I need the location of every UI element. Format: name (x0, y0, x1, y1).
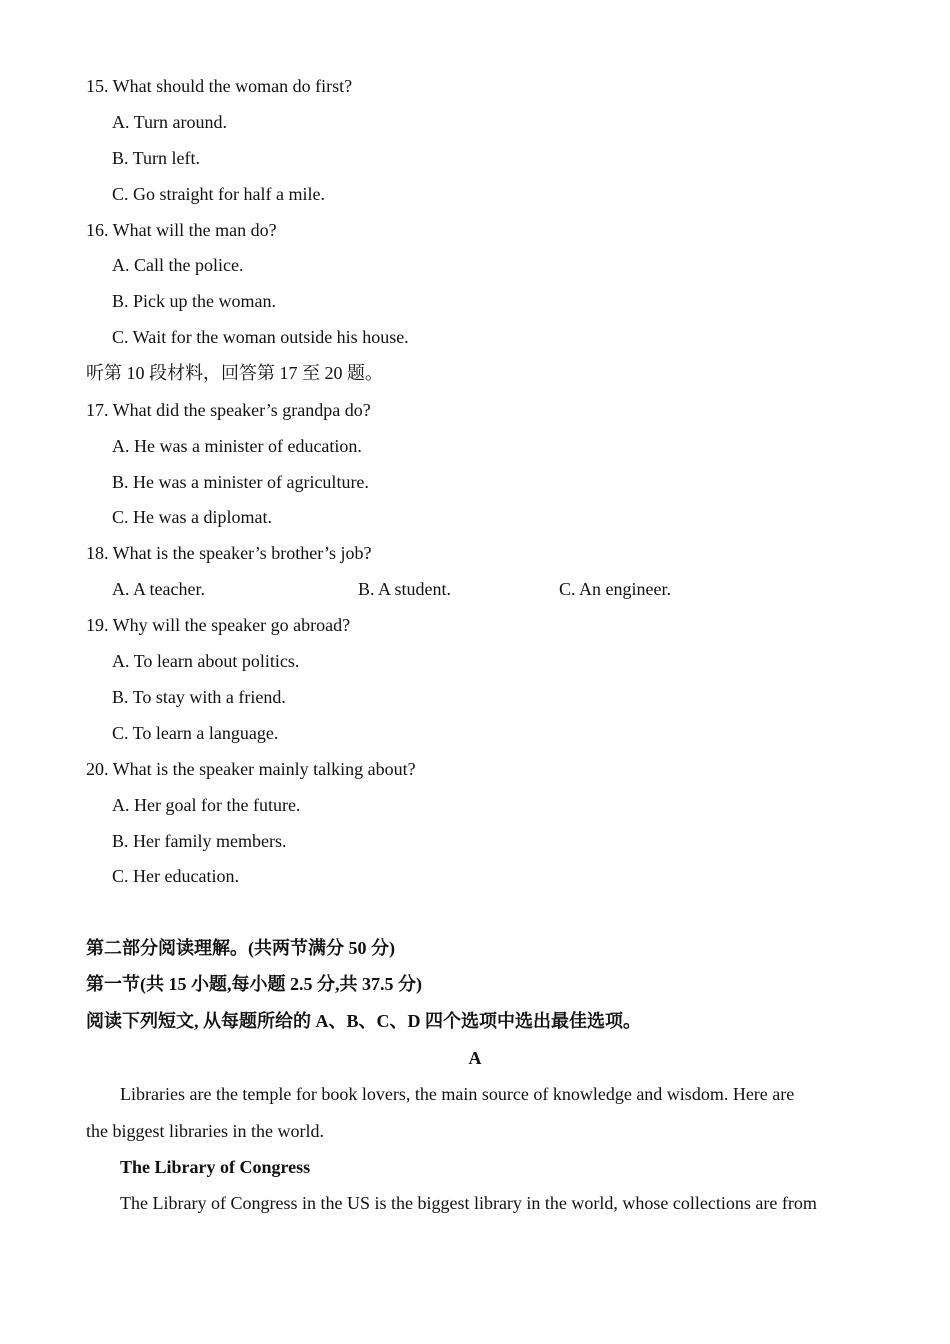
question-17-option-c: C. He was a diplomat. (112, 507, 272, 527)
question-16-stem: 16. What will the man do? (86, 220, 277, 240)
passage-body-line-1: The Library of Congress in the US is the biggest library in the world, whose collections are from (120, 1193, 817, 1213)
question-15-option-b: B. Turn left. (112, 148, 201, 168)
question-18-option-c: C. An engineer. (559, 579, 671, 599)
question-15-option-c: C. Go straight for half a mile. (112, 184, 325, 204)
question-20-option-a: A. Her goal for the future. (112, 795, 301, 815)
question-15-stem: 15. What should the woman do first? (86, 76, 353, 96)
passage-label: A (468, 1048, 482, 1068)
passage-intro-line-2: the biggest libraries in the world. (86, 1121, 324, 1141)
question-18-option-b: B. A student. (358, 579, 452, 599)
question-19-option-b: B. To stay with a friend. (112, 687, 286, 707)
passage-subheading: The Library of Congress (120, 1157, 311, 1177)
question-19-option-c: C. To learn a language. (112, 723, 279, 743)
question-20-option-b: B. Her family members. (112, 831, 287, 851)
question-19-stem: 19. Why will the speaker go abroad? (86, 615, 351, 635)
question-16-option-c: C. Wait for the woman outside his house. (112, 327, 409, 347)
question-18-option-a: A. A teacher. (112, 579, 205, 599)
part2-heading: 第二部分阅读理解。(共两节满分 50 分) (86, 938, 395, 958)
question-15-option-a: A. Turn around. (112, 112, 228, 132)
section1-heading: 第一节(共 15 小题,每小题 2.5 分,共 37.5 分) (86, 974, 422, 994)
question-20-option-c: C. Her education. (112, 866, 239, 886)
question-16-option-b: B. Pick up the woman. (112, 291, 276, 311)
question-18-stem: 18. What is the speaker’s brother’s job? (86, 543, 372, 563)
question-20-stem: 20. What is the speaker mainly talking about? (86, 759, 416, 779)
passage-intro-line-1: Libraries are the temple for book lovers, the main source of knowledge and wisdom. Here are (120, 1084, 795, 1104)
question-17-option-a: A. He was a minister of education. (112, 436, 362, 456)
question-17-stem: 17. What did the speaker’s grandpa do? (86, 400, 371, 420)
question-19-option-a: A. To learn about politics. (112, 651, 300, 671)
question-17-option-b: B. He was a minister of agriculture. (112, 472, 369, 492)
question-16-option-a: A. Call the police. (112, 255, 244, 275)
listening-instruction: 听第 10 段材料，回答第 17 至 20 题。 (86, 363, 383, 383)
reading-instruction: 阅读下列短文, 从每题所给的 A、B、C、D 四个选项中选出最佳选项。 (86, 1011, 641, 1031)
